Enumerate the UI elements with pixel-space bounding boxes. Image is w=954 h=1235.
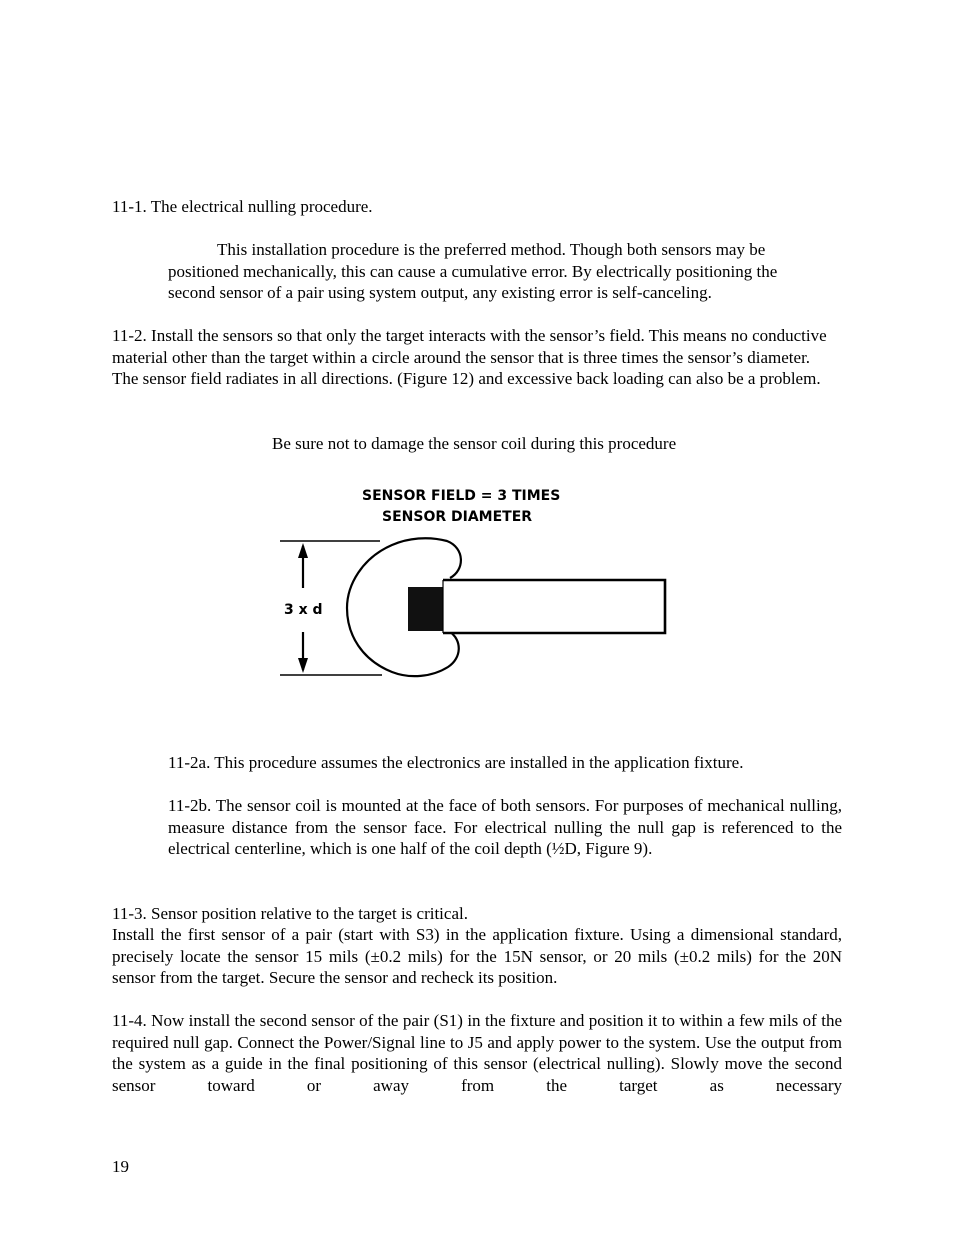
section-11-2b-body: 11-2b. The sensor coil is mounted at the face of both sensors. For purposes of mechanical nulling, measure distance from the sensor face. For electrical nulling the null gap is referenced to the electrical centerline, which is one half of the coil depth (½D, Figure 9). — [168, 796, 842, 859]
section-11-2a-body: 11-2a. This procedure assumes the electronics are installed in the application fixture. — [168, 753, 744, 772]
sensor-field-diagram — [270, 480, 680, 685]
section-11-4-body: 11-4. Now install the second sensor of the pair (S1) in the fixture and position it to within a few mils of the required null gap. Connect the Power/Signal line to J5 and apply power to the system. Use the output from the system as a guide in the final positioning of this sensor (electrical nulling). Slowly move the second sensor toward or away from the target as necessary — [112, 1011, 842, 1095]
caution-note: Be sure not to damage the sensor coil during this procedure — [272, 434, 677, 453]
arrowhead-up — [298, 543, 308, 558]
sensor-coil — [408, 587, 443, 631]
arrowhead-down — [298, 658, 308, 673]
sensor-body — [443, 580, 665, 633]
section-11-3-heading: 11-3. Sensor position relative to the target is critical. — [112, 904, 468, 923]
dimension-label: 3 x d — [284, 602, 323, 618]
figure-title-line2: SENSOR DIAMETER — [382, 509, 533, 525]
page-number: 19 — [112, 1157, 129, 1176]
figure-title-line1: SENSOR FIELD = 3 TIMES — [362, 488, 561, 504]
section-11-3-body: Install the first sensor of a pair (start with S3) in the application fixture. Using a dimensional standard, precisely locate the sensor 15 mils (±0.2 mils) for the 15N sensor, or 20 mils (±0.2 mils) for the 20N sensor from the target. Secure the sensor and recheck its position. — [112, 925, 842, 988]
section-11-1-heading: 11-1. The electrical nulling procedure. — [112, 197, 373, 216]
section-11-1-body: This installation procedure is the preferred method. Though both sensors may be positioned mechanically, this can cause a cumulative error. By electrically positioning the second sensor of a pair using system output, any existing error is self-canceling. — [168, 240, 778, 303]
section-11-2-body: 11-2. Install the sensors so that only the target interacts with the sensor’s field. This means no conductive material other than the target within a circle around the sensor that is three times the sensor’s diameter. The sensor field radiates in all directions. (Figure 12) and excessive back loading can also be a problem. — [112, 326, 827, 389]
